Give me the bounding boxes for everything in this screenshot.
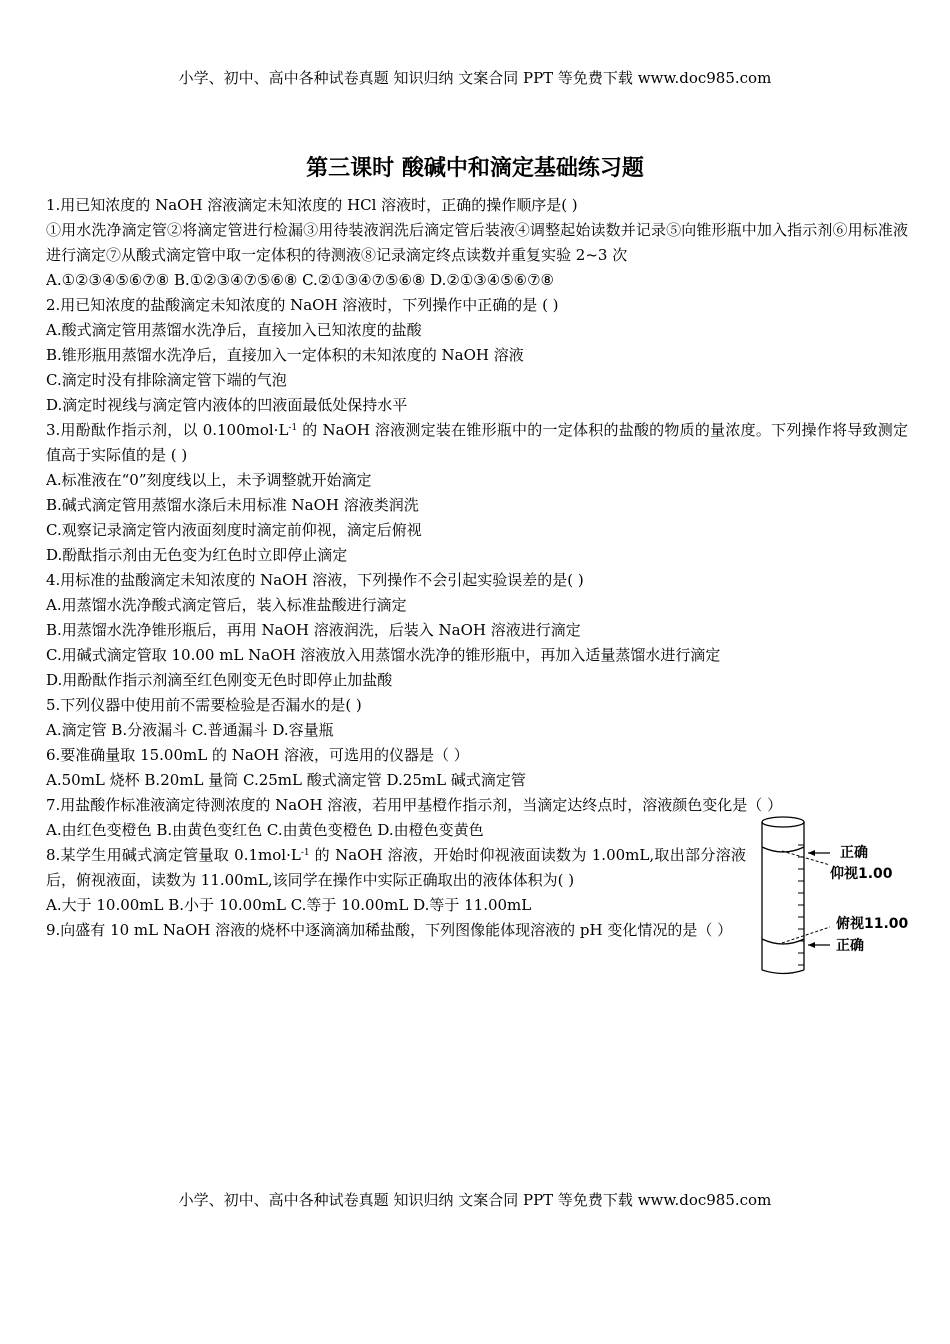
question-2-option-a: A.酸式滴定管用蒸馏水洗净后，直接加入已知浓度的盐酸 xyxy=(46,321,422,339)
question-4-option-b: B.用蒸馏水洗净锥形瓶后，再用 NaOH 溶液润洗，后装入 NaOH 溶液进行滴定 xyxy=(46,621,581,639)
question-8-stem-part1: 8.某学生用碱式滴定管量取 0.1mol·L xyxy=(46,846,301,864)
question-1 xyxy=(46,193,908,293)
question-8-options: A.大于 10.00mL B.小于 10.00mL C.等于 10.00mL D.等于 11.00mL xyxy=(46,896,532,914)
burette-figure xyxy=(752,815,912,980)
label-upward-view: 仰视1.00 xyxy=(830,866,893,882)
question-4-option-a: A.用蒸馏水洗净酸式滴定管后，装入标准盐酸进行滴定 xyxy=(46,596,407,614)
label-downward-view: 俯视11.00 xyxy=(836,916,909,932)
question-6 xyxy=(46,743,908,793)
question-8-stem xyxy=(46,843,746,893)
question-3-superscript: -1 xyxy=(288,423,298,433)
question-2-option-b: B.锥形瓶用蒸馏水洗净后，直接加入一定体积的未知浓度的 NaOH 溶液 xyxy=(46,346,524,364)
question-2-option-d: D.滴定时视线与滴定管内液体的凹液面最低处保持水平 xyxy=(46,396,408,414)
question-6-options: A.50mL 烧杯 B.20mL 量筒 C.25mL 酸式滴定管 D.25mL 碱式滴定管 xyxy=(46,771,526,789)
question-1-options: A.①②③④⑤⑥⑦⑧ B.①②③④⑦⑤⑥⑧ C.②①③④⑦⑤⑥⑧ D.②①③④⑤⑥⑦⑧ xyxy=(46,271,554,289)
question-1-steps: ①用水洗净滴定管②将滴定管进行检漏③用待装液润洗后滴定管后装液④调整起始读数并记录⑤向锥形瓶中加入指示剂⑥用标准液进行滴定⑦从酸式滴定管中取一定体积的待测液⑧记录滴定终点读数并重复实验 2~3 次 xyxy=(46,221,908,264)
question-5 xyxy=(46,693,908,743)
question-5-stem: 5.下列仪器中使用前不需要检验是否漏水的是( ) xyxy=(46,696,362,714)
question-3-option-d: D.酚酞指示剂由无色变为红色时立即停止滴定 xyxy=(46,546,348,564)
question-7-options: A.由红色变橙色 B.由黄色变红色 C.由黄色变橙色 D.由橙色变黄色 xyxy=(46,821,484,839)
question-9-stem: 9.向盛有 10 mL NaOH 溶液的烧杯中逐滴滴加稀盐酸，下列图像能体现溶液的 pH 变化情况的是（ ） xyxy=(46,921,733,939)
burette-diagram xyxy=(752,815,912,980)
question-4-option-d: D.用酚酞作指示剂滴至红色刚变无色时即停止加盐酸 xyxy=(46,671,393,689)
question-3-stem-part1: 3.用酚酞作指示剂，以 0.100mol·L xyxy=(46,421,289,439)
question-3-stem xyxy=(46,418,908,468)
page-footer: 小学、初中、高中各种试卷真题 知识归纳 文案合同 PPT 等免费下载 www.doc985.com xyxy=(178,1191,772,1209)
question-2 xyxy=(46,293,908,418)
question-7-stem: 7.用盐酸作标准液滴定待测浓度的 NaOH 溶液，若用甲基橙作指示剂，当滴定达终点时，溶液颜色变化是（ ） xyxy=(46,796,783,814)
page-title: 第三课时 酸碱中和滴定基础练习题 xyxy=(306,156,644,181)
question-4-stem: 4.用标准的盐酸滴定未知浓度的 NaOH 溶液，下列操作不会引起实验误差的是( ) xyxy=(46,571,584,589)
label-correct-top: 正确 xyxy=(840,845,868,861)
question-3-stem-part2: 的 NaOH 溶液测定装在锥形瓶中的一定体积的盐酸的物质的量浓度。下列操作将导致测定值高于实际值的是 ( ) xyxy=(46,421,908,464)
page-header: 小学、初中、高中各种试卷真题 知识归纳 文案合同 PPT 等免费下载 www.doc985.com xyxy=(178,69,772,87)
question-3-option-c: C.观察记录滴定管内液面刻度时滴定前仰视，滴定后俯视 xyxy=(46,521,422,539)
question-8-superscript: -1 xyxy=(300,848,310,858)
question-3 xyxy=(46,418,908,568)
question-4 xyxy=(46,568,908,693)
question-6-stem: 6.要准确量取 15.00mL 的 NaOH 溶液，可选用的仪器是（ ） xyxy=(46,746,469,764)
question-1-stem: 1.用已知浓度的 NaOH 溶液滴定未知浓度的 HCl 溶液时，正确的操作顺序是( ) xyxy=(46,196,578,214)
question-3-option-a: A.标准液在“0”刻度线以上，未予调整就开始滴定 xyxy=(46,471,372,489)
question-5-options: A.滴定管 B.分液漏斗 C.普通漏斗 D.容量瓶 xyxy=(46,721,334,739)
question-3-option-b: B.碱式滴定管用蒸馏水涤后未用标准 NaOH 溶液类润洗 xyxy=(46,496,419,514)
question-2-stem: 2.用已知浓度的盐酸滴定未知浓度的 NaOH 溶液时，下列操作中正确的是 ( ) xyxy=(46,296,559,314)
question-4-option-c: C.用碱式滴定管取 10.00 mL NaOH 溶液放入用蒸馏水洗净的锥形瓶中，再加入适量蒸馏水进行滴定 xyxy=(46,646,721,664)
question-8-stem-part2: 的 NaOH 溶液，开始时仰视液面读数为 1.00mL,取出部分溶液后，俯视液面，读数为 11.00mL,该同学在操作中实际正确取出的液体体积为( ) xyxy=(46,846,747,889)
question-2-option-c: C.滴定时没有排除滴定管下端的气泡 xyxy=(46,371,287,389)
label-correct-bottom: 正确 xyxy=(836,938,864,954)
